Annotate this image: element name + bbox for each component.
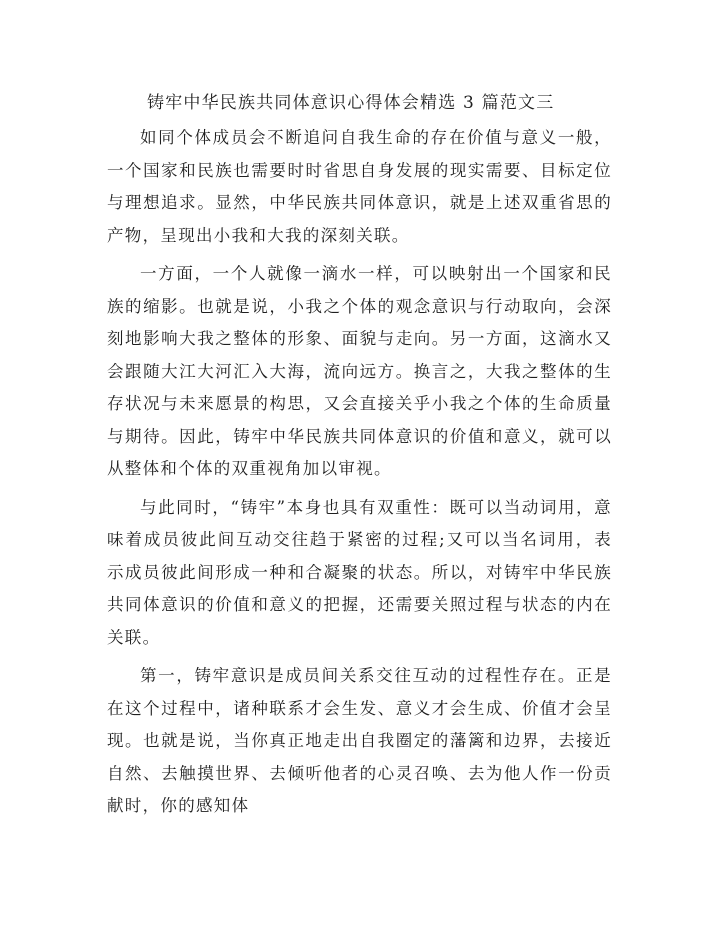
- paragraph-3: 与此同时，“铸牢”本身也具有双重性：既可以当动词用，意味着成员彼此间互动交往趋于紧密的过程;又可以当名词用，表示成员彼此间形成一种和合凝聚的状态。所以，对铸牢中华民族共同体意识的价值和意义的把握，还需要关照过程与状态的内在关联。: [107, 497, 612, 647]
- document-body: [107, 88, 612, 823]
- paragraph-1: 如同个体成员会不断追问自我生命的存在价值与意义一般，一个国家和民族也需要时时省思自身发展的现实需要、目标定位与理想追求。显然，中华民族共同体意识，就是上述双重省思的产物，呈现出小我和大我的深刻关联。: [107, 128, 612, 245]
- document-title: 铸牢中华民族共同体意识心得体会精选 3 篇范文三: [147, 93, 555, 113]
- paragraph-4: 第一，铸牢意识是成员间关系交往互动的过程性存在。正是在这个过程中，诸种联系才会生发、意义才会生成、价值才会呈现。也就是说，当你真正地走出自我圈定的藩篱和边界，去接近自然、去触摸世界、去倾听他者的心灵召唤、去为他人作一份贡献时，你的感知体: [107, 666, 612, 815]
- paragraph-2: 一方面，一个人就像一滴水一样，可以映射出一个国家和民族的缩影。也就是说，小我之个体的观念意识与行动取向，会深刻地影响大我之整体的形象、面貌与走向。另一方面，这滴水又会跟随大江大河汇入大海，流向远方。换言之，大我之整体的生存状况与未来愿景的构思，又会直接关乎小我之个体的生命质量与期待。因此，铸牢中华民族共同体意识的价值和意义，就可以从整体和个体的双重视角加以审视。: [107, 264, 612, 478]
